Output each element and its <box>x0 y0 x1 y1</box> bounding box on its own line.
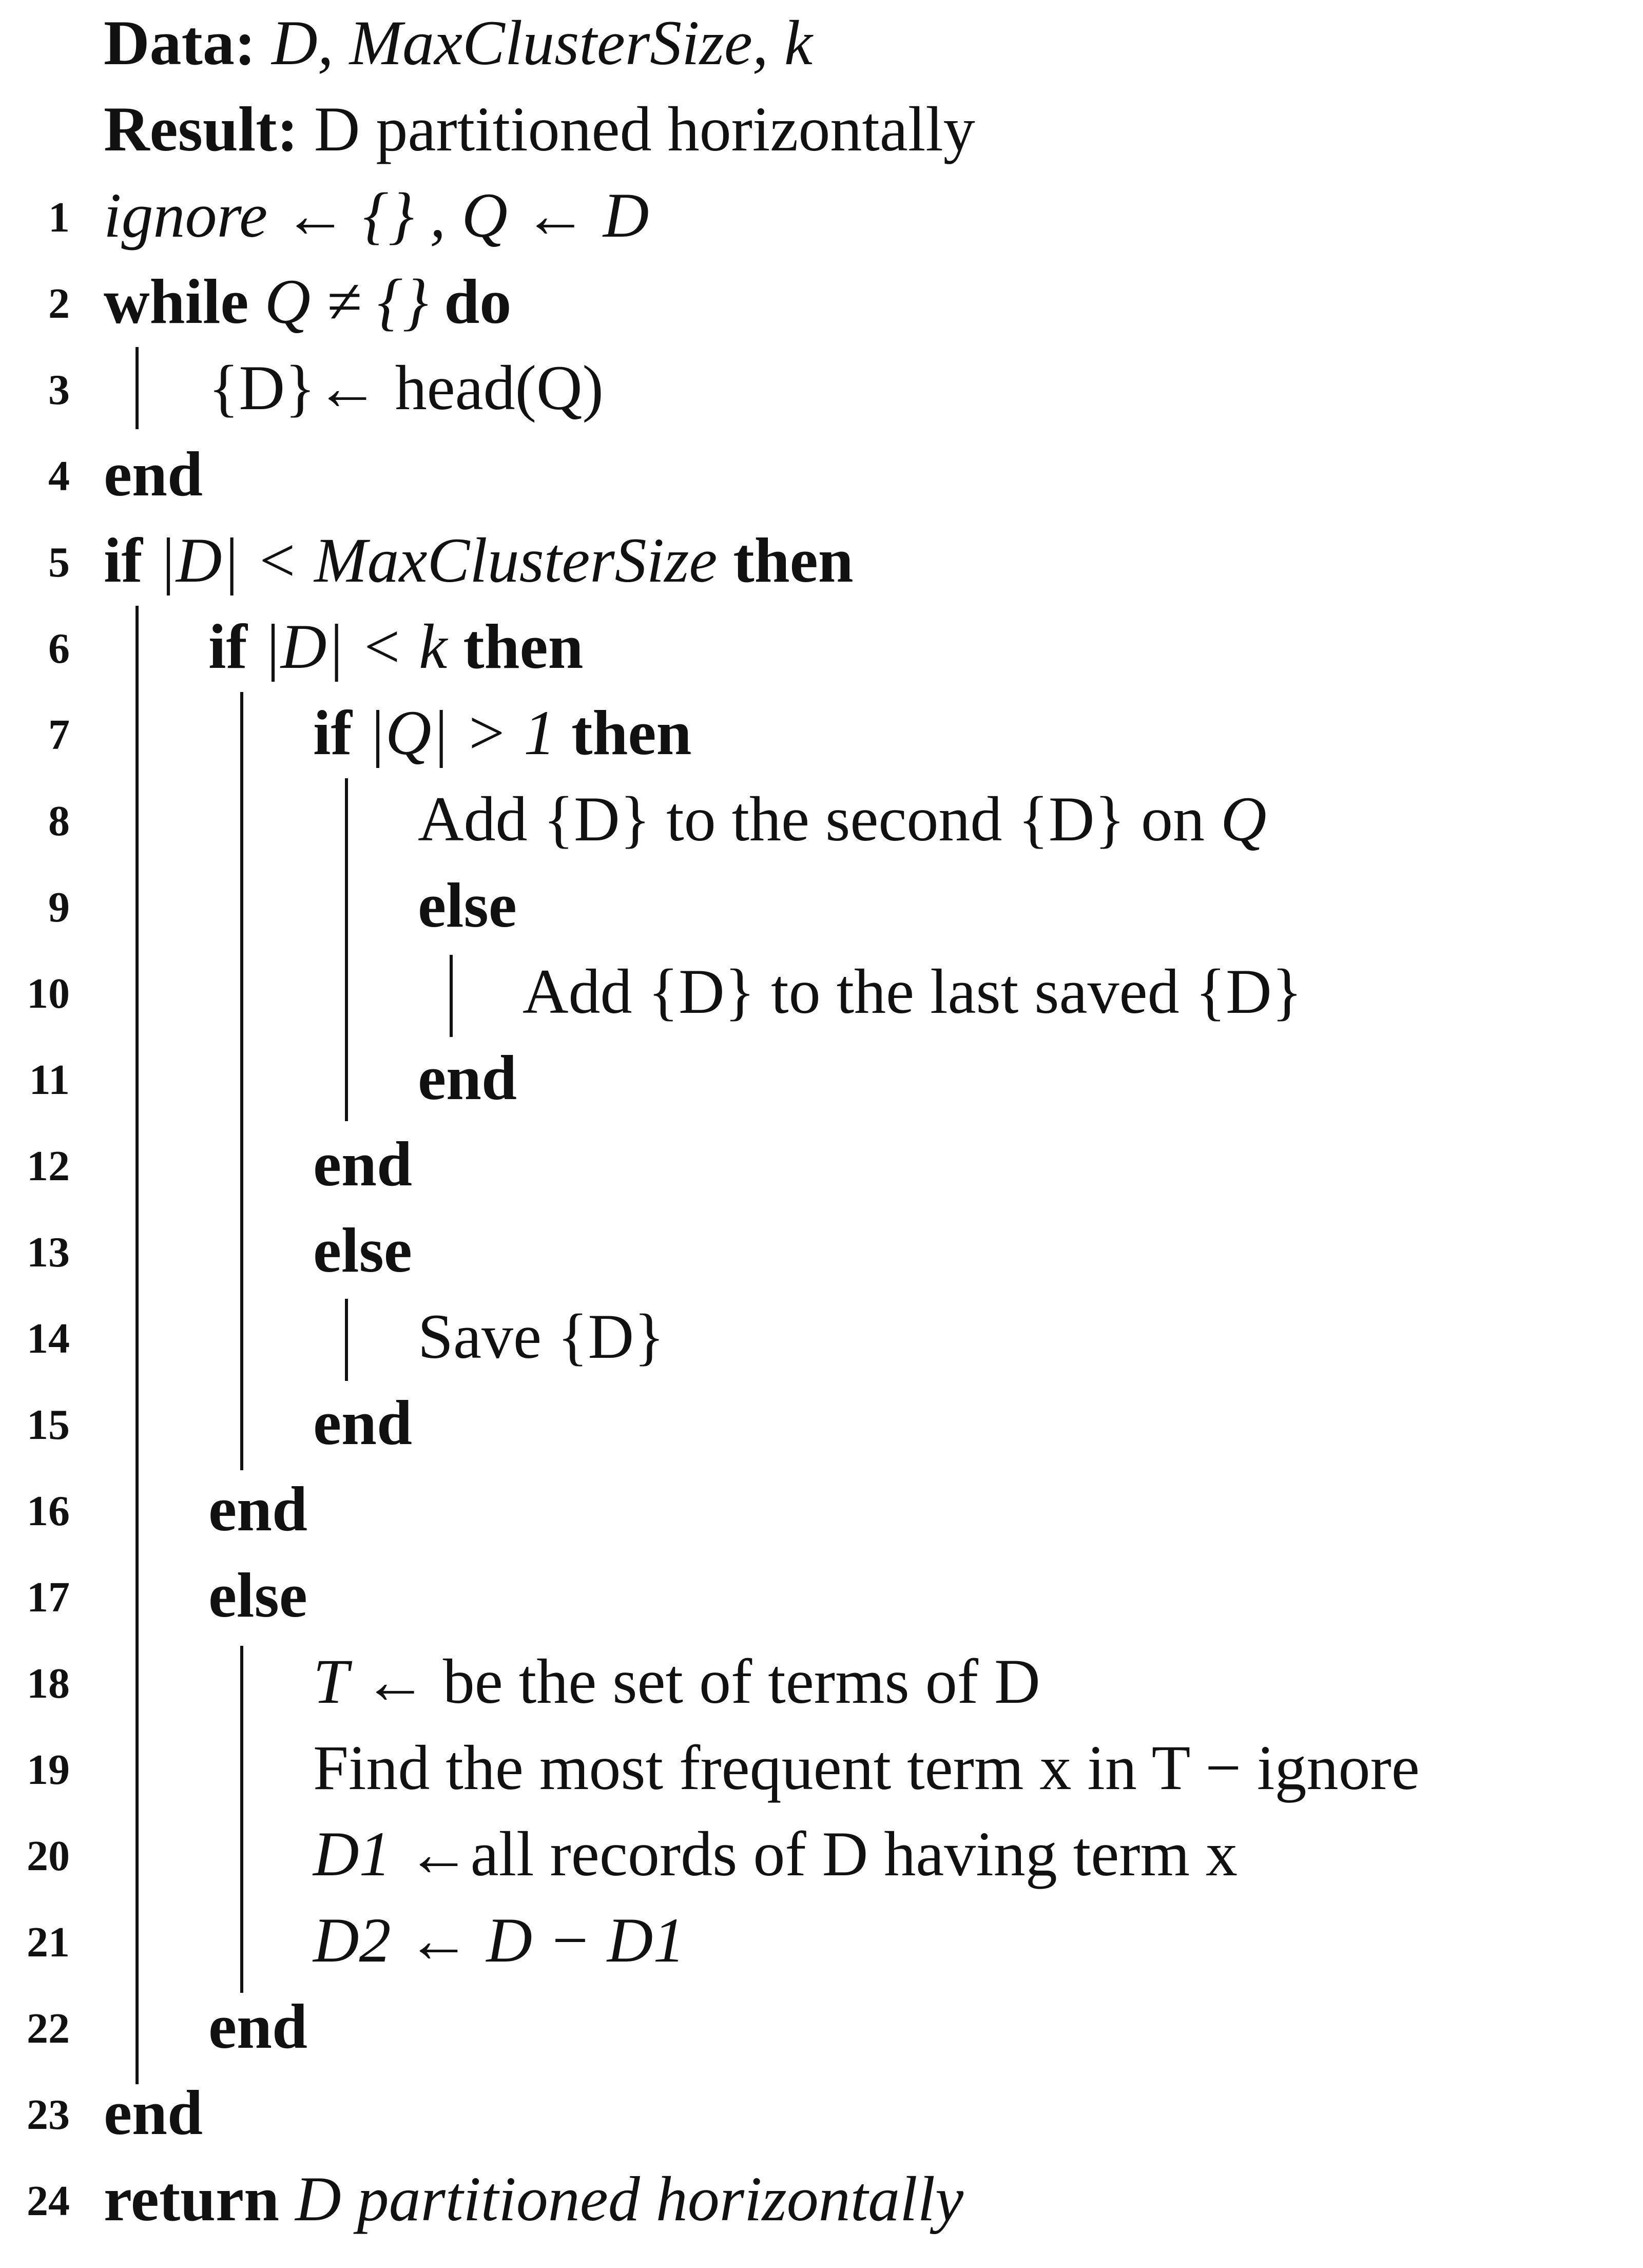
line-number: 15 <box>27 1401 70 1449</box>
result-value: D partitioned horizontally <box>314 94 975 164</box>
line-number: 21 <box>27 1918 70 1966</box>
algorithm-result-line <box>0 86 1643 172</box>
algorithm-line <box>0 862 1643 949</box>
keyword: end <box>208 1991 307 2062</box>
line-number: 8 <box>48 797 70 845</box>
algorithm-line <box>0 431 1643 517</box>
keyword: end <box>418 1043 517 1113</box>
algorithm-line <box>0 517 1643 604</box>
line-number: 2 <box>48 280 70 328</box>
line-body: Save {D} <box>418 1301 665 1372</box>
line-math: T ← <box>313 1646 427 1717</box>
line-body: Add {D} to the second {D} on <box>418 784 1205 854</box>
line-math: Q ≠ {} <box>264 266 429 337</box>
algorithm-line <box>0 259 1643 345</box>
algorithm-line <box>0 1380 1643 1466</box>
line-number: 13 <box>27 1228 70 1276</box>
line-number: 3 <box>48 366 70 414</box>
data-label: Data: <box>104 8 256 78</box>
result-label: Result: <box>104 94 298 164</box>
keyword: then <box>463 611 584 682</box>
line-math: |D| < MaxClusterSize <box>158 525 718 595</box>
keyword: end <box>313 1388 412 1458</box>
keyword: end <box>104 439 203 509</box>
line-number: 4 <box>48 452 70 500</box>
algorithm-line <box>0 1639 1643 1725</box>
keyword: if <box>313 698 352 768</box>
line-body: Add {D} to the last saved {D} <box>523 956 1303 1027</box>
algorithm-line <box>0 1466 1643 1552</box>
line-body: Find the most frequent term x in T − ignore <box>313 1733 1420 1803</box>
algorithm-line <box>0 1294 1643 1380</box>
algorithm-line <box>0 776 1643 862</box>
keyword: if <box>208 611 247 682</box>
line-number: 18 <box>27 1660 70 1707</box>
line-math: ignore ← {} , Q ← D <box>104 180 649 251</box>
line-body: be the set of terms of D <box>442 1646 1040 1717</box>
line-body: all records of D having term x <box>470 1819 1238 1889</box>
algorithm-line <box>0 172 1643 259</box>
line-number: 14 <box>27 1315 70 1362</box>
line-number: 17 <box>27 1573 70 1621</box>
line-math: |D| < k <box>263 611 448 682</box>
line-number: 16 <box>27 1487 70 1535</box>
keyword: then <box>733 525 854 595</box>
line-number: 5 <box>48 539 70 586</box>
keyword: end <box>313 1129 412 1199</box>
keyword: else <box>313 1215 412 1285</box>
line-body: {D}← head(Q) <box>208 353 604 423</box>
algorithm-line <box>0 1897 1643 1984</box>
algorithm-line <box>0 1725 1643 1811</box>
algorithm-line <box>0 2156 1643 2242</box>
algorithm-line <box>0 2070 1643 2156</box>
keyword: return <box>104 2164 280 2234</box>
line-number: 9 <box>48 883 70 931</box>
keyword: else <box>208 1560 307 1630</box>
keyword: while <box>104 266 249 337</box>
keyword: if <box>104 525 143 595</box>
keyword: end <box>208 1474 307 1544</box>
keyword: end <box>104 2078 203 2148</box>
line-number: 12 <box>27 1142 70 1190</box>
line-number: 7 <box>48 711 70 759</box>
line-number: 20 <box>27 1832 70 1880</box>
algorithm-line <box>0 604 1643 690</box>
line-number: 19 <box>27 1746 70 1794</box>
algorithm-line <box>0 1035 1643 1121</box>
algorithm-data-line <box>0 0 1643 86</box>
algorithm-line <box>0 949 1643 1035</box>
keyword: else <box>418 870 517 940</box>
line-number: 11 <box>29 1056 70 1104</box>
line-math: D2 ← D − D1 <box>313 1905 685 1975</box>
line-math: |Q| > 1 <box>368 698 556 768</box>
line-number: 22 <box>27 2005 70 2052</box>
keyword: do <box>444 266 512 337</box>
algorithm-line <box>0 1552 1643 1639</box>
line-math: D1 ← <box>313 1819 471 1889</box>
algorithm-line <box>0 1984 1643 2070</box>
line-number: 6 <box>48 625 70 672</box>
algorithm-line <box>0 1121 1643 1207</box>
line-number: 1 <box>48 194 70 241</box>
line-math: D partitioned horizontally <box>295 2164 964 2234</box>
algorithm-line <box>0 1811 1643 1897</box>
algorithm-line <box>0 345 1643 431</box>
line-number: 10 <box>27 970 70 1017</box>
line-number: 24 <box>27 2177 70 2225</box>
data-value: D, MaxClusterSize, k <box>272 8 813 78</box>
line-number: 23 <box>27 2091 70 2139</box>
algorithm-line <box>0 1207 1643 1294</box>
keyword: then <box>571 698 692 768</box>
algorithm-line <box>0 690 1643 776</box>
line-math: Q <box>1221 784 1267 854</box>
